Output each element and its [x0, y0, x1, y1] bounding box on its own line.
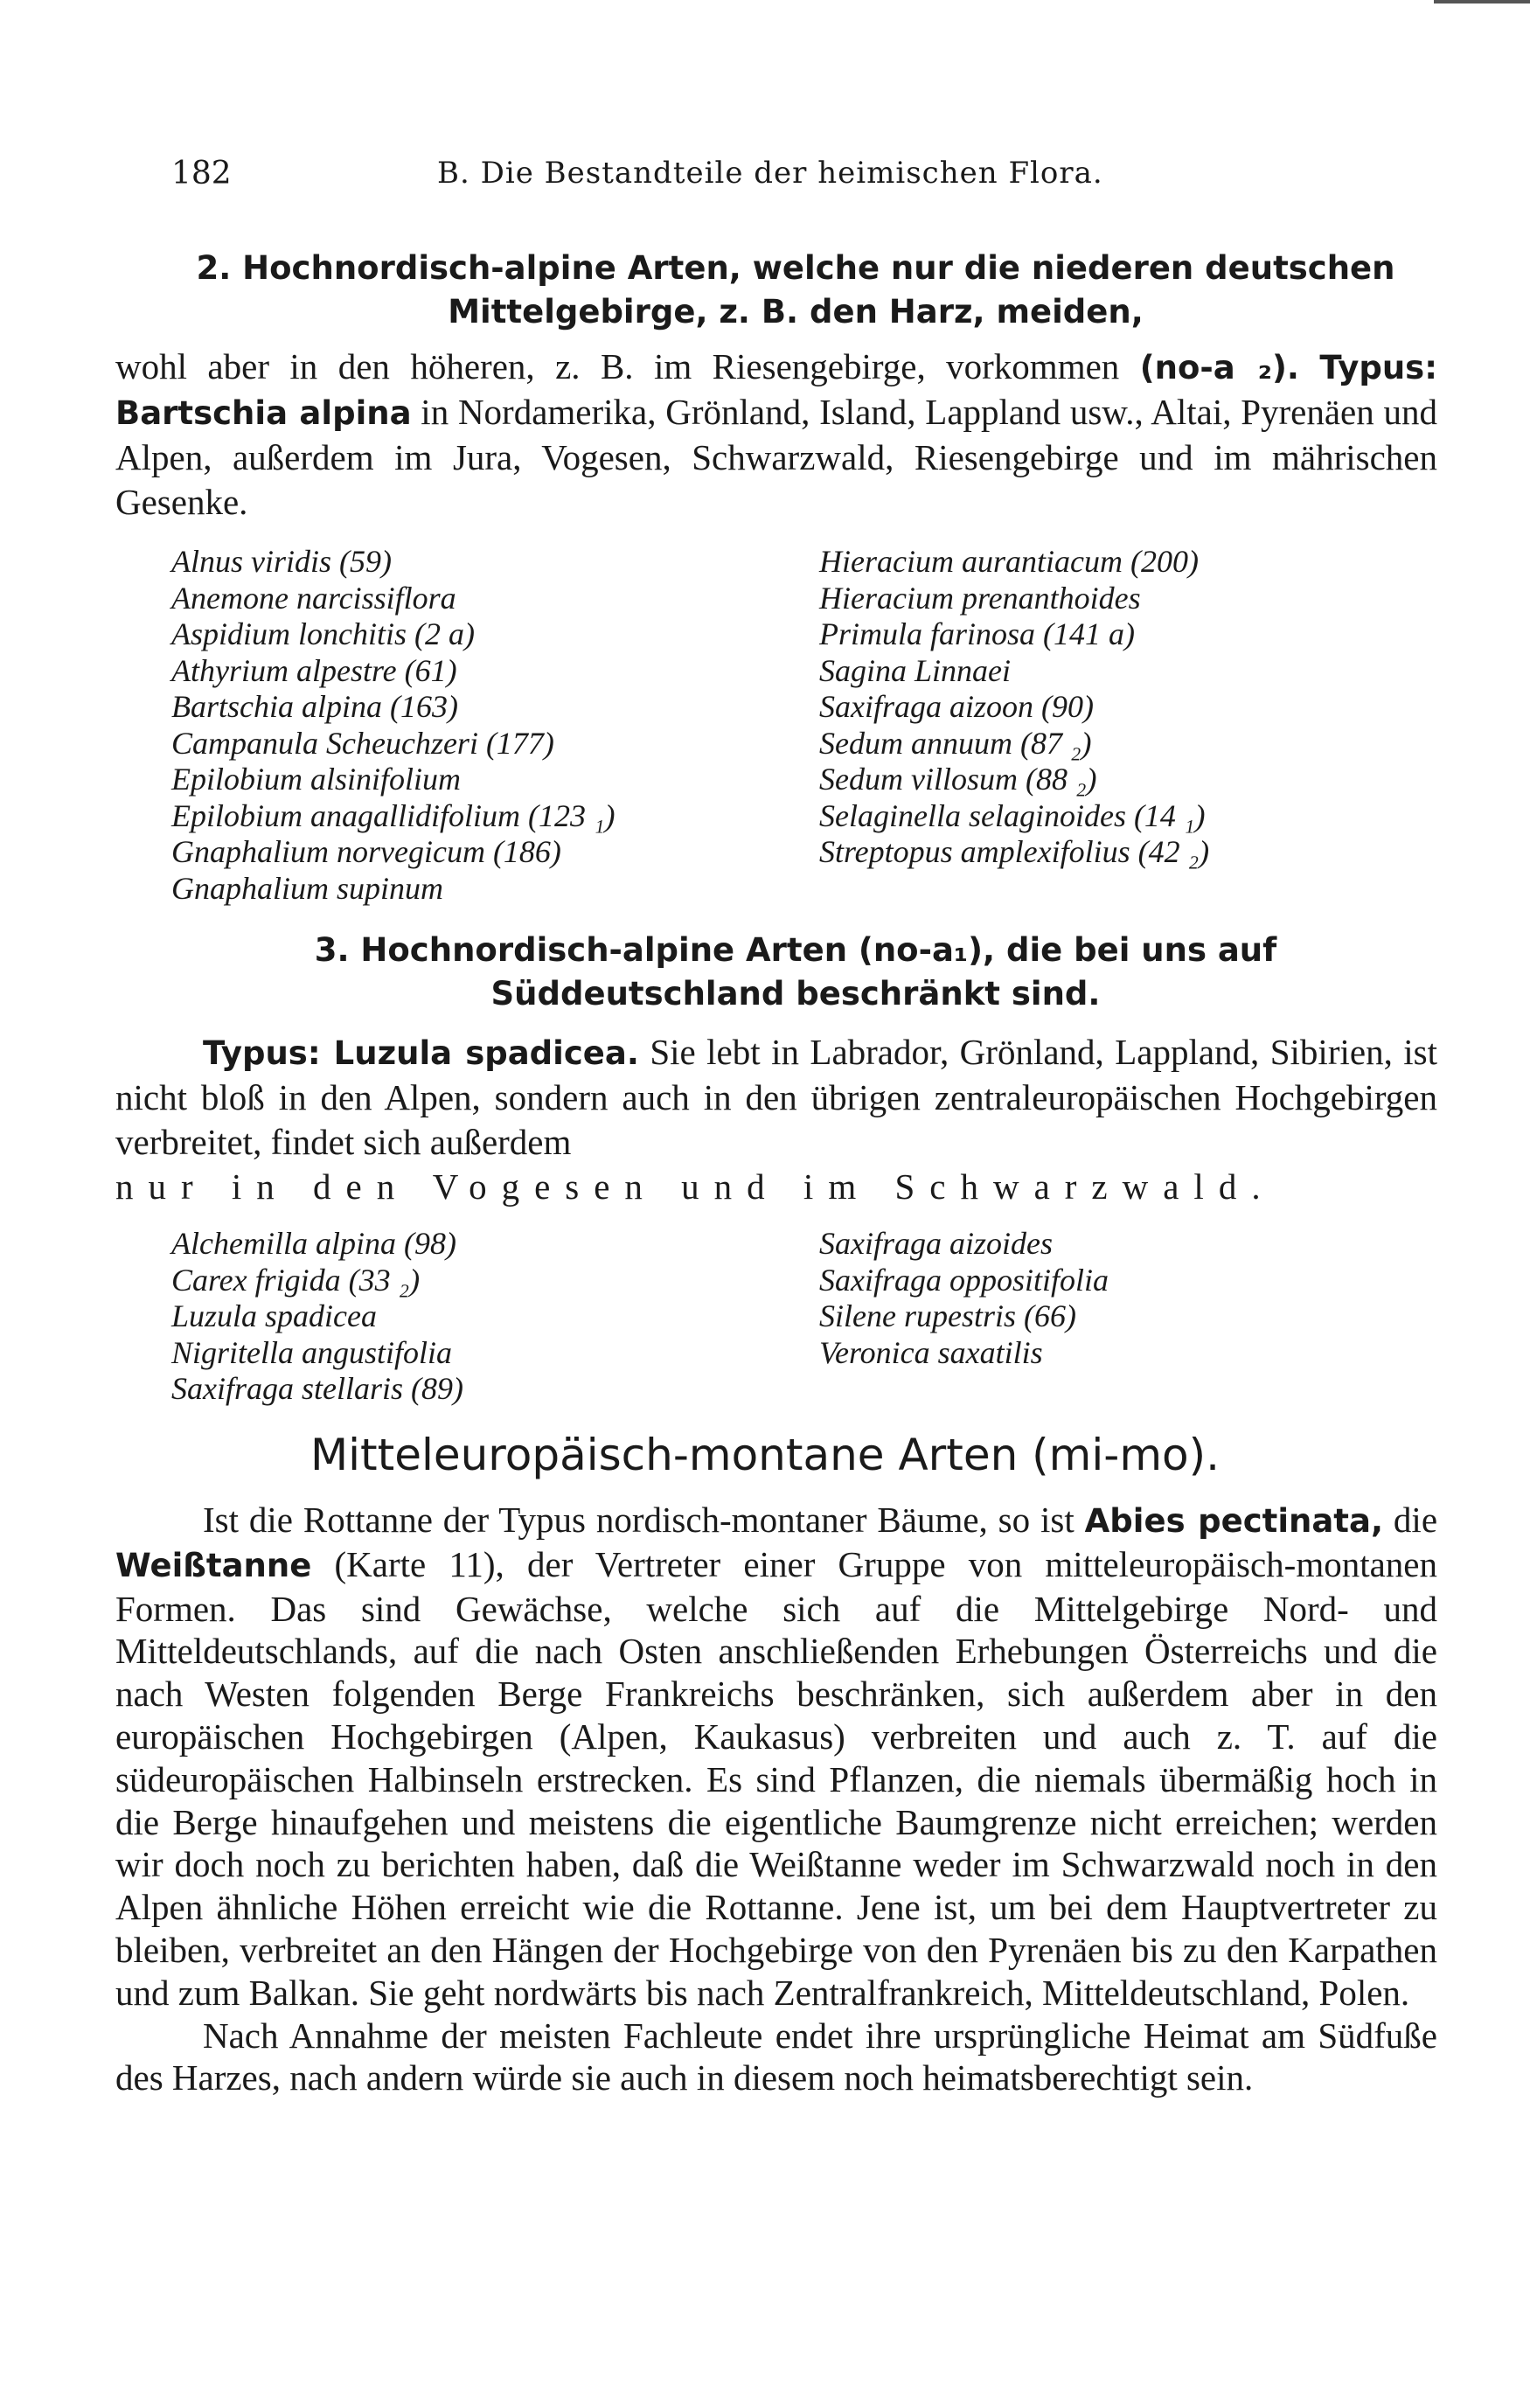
- species-item: Silene rupestris (66): [819, 1298, 1076, 1333]
- species-name: Abies pectinata,: [1084, 1502, 1384, 1540]
- species-item: Selaginella selaginoides (14 ₁): [819, 797, 1206, 833]
- species-item: Carex frigida (33 ₂): [171, 1262, 421, 1298]
- species-item: Anemone narcissiflora: [171, 580, 456, 616]
- section-title: Mitteleuropäisch-montane Arten (mi-mo).: [309, 1430, 1221, 1480]
- text: (Karte 11), der Vertreter einer Gruppe von mitteleuropäisch-montanen Formen. Das sind Gewächse, welche sich auf die Mittelgebirge Nord- und Mitteldeutschlands, auf die nach Osten anschließenden Erhebungen Österreichs und die nach Westen folgenden Berge Frankreichs beschränken, sich außerdem aber in den europäischen Hochgebirgen (Alpen, Kaukasus) verbreiten und auch z. T. auf die südeuropäischen Halbinseln erstrecken. Es sind Pflanzen, die niemals übermäßig hoch in die Berge hinaufgehen und meistens die eigentliche Baumgrenze nicht erreichen; werden wir doch noch zu berichten haben, daß die Weißtanne weder im Schwarzwald noch in den Alpen ähnliche Höhen erreicht wie die Rottanne. Jene ist, um bei dem Hauptvertreter zu bleiben, verbreitet an den Hängen der Hochgebirge von den Pyrenäen bis zu den Karpathen und zum Balkan. Sie geht nordwärts bis nach Zentralfrankreich, Mitteldeutschland, Polen.: [115, 1543, 1437, 2013]
- scan-edge-line: [1434, 0, 1530, 3]
- section-2-heading: [131, 247, 1460, 334]
- species-item: Epilobium alsinifolium: [171, 762, 462, 797]
- section-2-intro: [115, 344, 1437, 525]
- species-item: Saxifraga aizoides: [819, 1226, 1053, 1261]
- species-item: Aspidium lonchitis (2 a): [171, 616, 475, 651]
- species-item: Nigritella angustifolia: [171, 1334, 453, 1370]
- heading-line: 3. Hochnordisch-alpine Arten (no-a₁), die bei uns auf: [314, 931, 1277, 969]
- main-text: [115, 1499, 1437, 2099]
- species-item: Alchemilla alpina (98): [171, 1226, 456, 1261]
- paragraph: Nach Annahme der meisten Fachleute endet ihre ursprüngliche Heimat am Südfuße des Harzes, nach andern würde sie auch in diesem noch heimatsberechtigt sein.: [115, 2015, 1437, 2098]
- species-item: Sagina Linnaei: [819, 652, 1012, 688]
- typus-label: Typus: Luzula spadicea.: [203, 1034, 639, 1072]
- typus-text: in Nordamerika, Grönland, Island, Lappland usw., Altai, Pyrenäen und Alpen, außerdem im Jura, Vogesen, Schwarzwald, Riesengebirge und im mährischen Gesenke.: [115, 392, 1438, 522]
- species-item: Alnus viridis (59): [171, 544, 392, 579]
- species-item: Epilobium anagallidifolium (123 ₁): [171, 797, 615, 833]
- section-3-heading: [131, 929, 1460, 1016]
- species-item: Saxifraga oppositifolia: [819, 1262, 1109, 1298]
- species-list-3-left: [171, 1226, 463, 1408]
- species-item: Saxifraga stellaris (89): [171, 1371, 463, 1406]
- typus-text: Sie lebt in Labrador, Grönland, Lappland, Sibirien, ist nicht bloß in den Alpen, sondern auch in den übrigen zentraleuropäischen Hochgebirgen verbreitet, findet sich außerdem: [115, 1032, 1437, 1162]
- species-item: Sedum villosum (88 ₂): [819, 762, 1097, 797]
- species-item: Athyrium alpestre (61): [171, 652, 457, 688]
- species-item: Hieracium aurantiacum (200): [819, 544, 1199, 579]
- typus-paragraph: [115, 1030, 1437, 1165]
- species-item: Veronica saxatilis: [819, 1334, 1043, 1370]
- species-item: Sedum annuum (87 ₂): [819, 725, 1092, 761]
- species-item: Luzula spadicea: [171, 1298, 378, 1333]
- species-item: Gnaphalium supinum: [171, 870, 444, 906]
- species-item: Campanula Scheuchzeri (177): [171, 725, 554, 761]
- species-list-3-right: [819, 1226, 1109, 1371]
- species-item: Gnaphalium norvegicum (186): [171, 834, 561, 869]
- species-item: Streptopus amplexifolius (42 ₂): [819, 834, 1210, 869]
- intro-paragraph: [115, 344, 1437, 525]
- typus-label: Typus: Bartschia alpina: [115, 349, 1438, 432]
- section-3-text: [115, 1030, 1437, 1209]
- species-item: Saxifraga aizoon (90): [819, 689, 1094, 724]
- range-code: (no-a ₂).: [1139, 349, 1299, 386]
- species-list-2-left: [171, 544, 615, 907]
- species-list-2-right: [819, 544, 1209, 871]
- running-title: B. Die Bestandteile der heimischen Flora.: [437, 156, 1103, 191]
- common-name: Weißtanne: [115, 1546, 312, 1584]
- text: Ist die Rottanne der Typus nordisch-montaner Bäume, so ist: [203, 1500, 1085, 1540]
- heading-line: 2. Hochnordisch-alpine Arten, welche nur die niederen deutschen: [196, 249, 1395, 287]
- heading-line: Mittelgebirge, z. B. den Harz, meiden,: [448, 293, 1144, 331]
- text: die: [1383, 1500, 1438, 1540]
- species-item: Primula farinosa (141 a): [819, 616, 1136, 651]
- species-item: Bartschia alpina (163): [171, 689, 458, 724]
- paragraph: [115, 1499, 1437, 2015]
- intro-text: wohl aber in den höheren, z. B. im Riesengebirge, vorkommen: [115, 346, 1120, 386]
- heading-line: Süddeutschland beschränkt sind.: [490, 975, 1101, 1013]
- species-item: Hieracium prenanthoides: [819, 580, 1141, 616]
- spaced-line: nur in den Vogesen und im Schwarzwald.: [115, 1166, 1276, 1207]
- page-number: 182: [171, 156, 232, 191]
